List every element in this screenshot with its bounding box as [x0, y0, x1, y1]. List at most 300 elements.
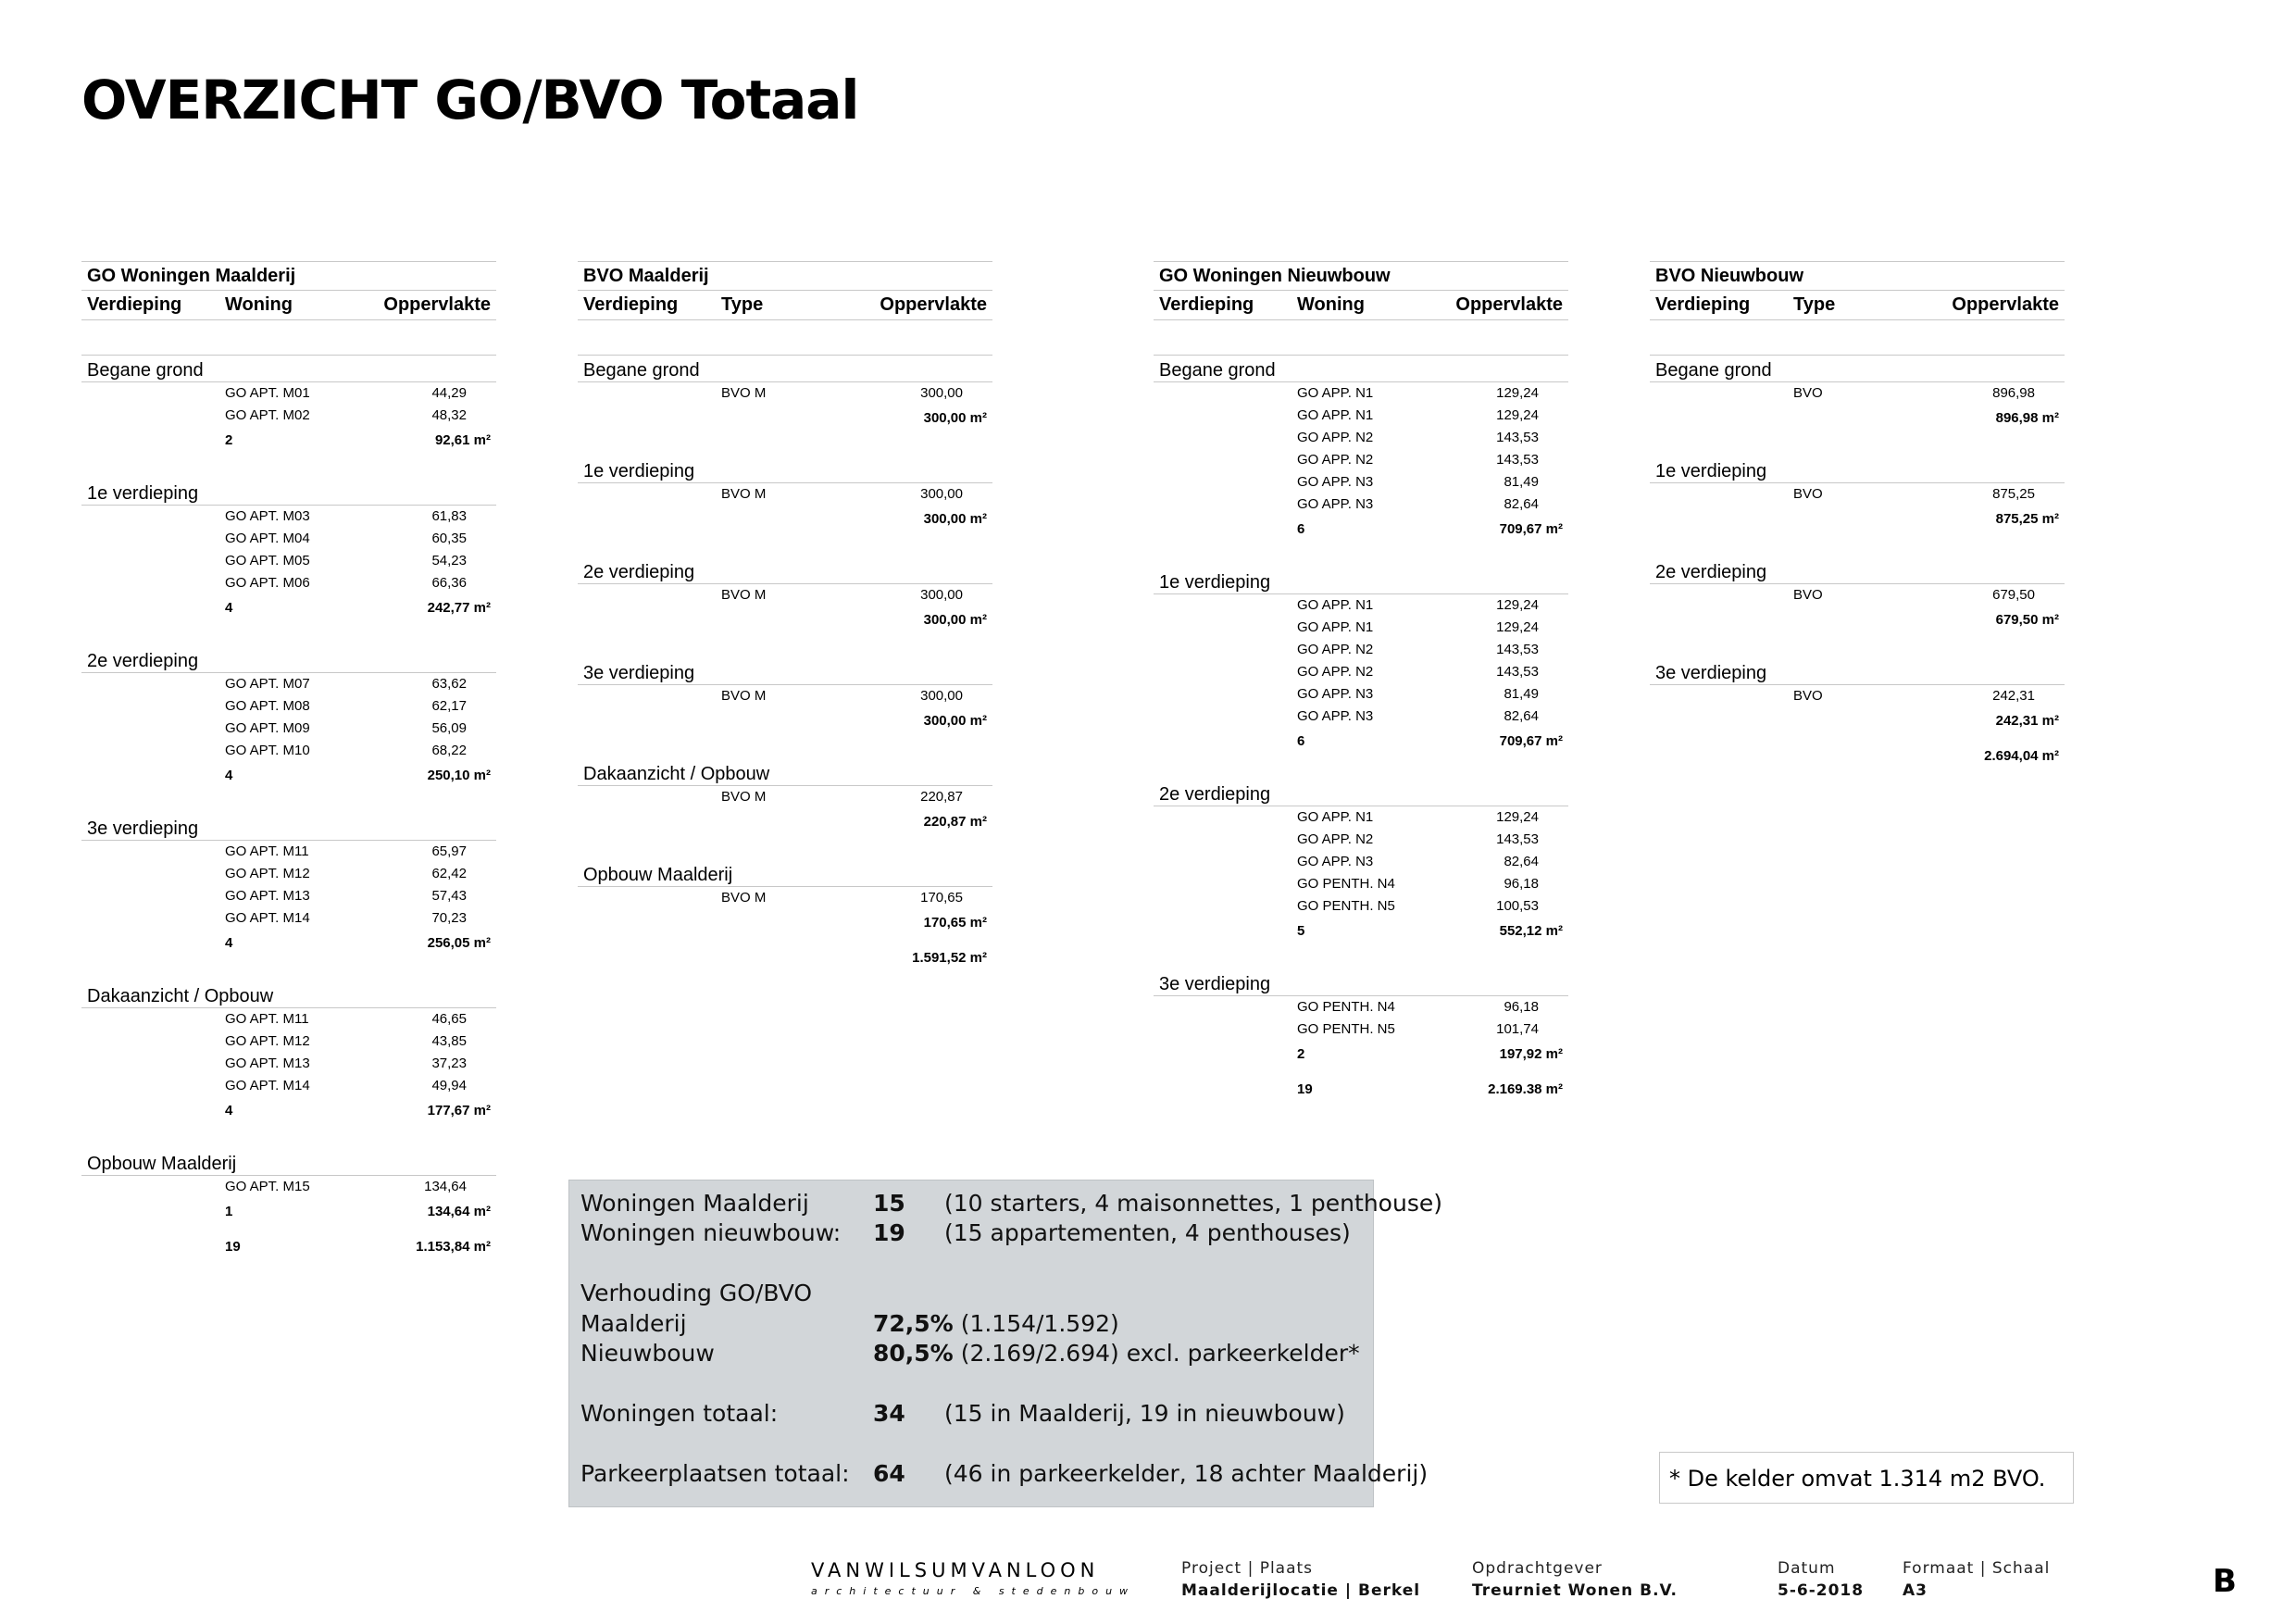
section-subtotal	[81, 930, 496, 957]
floor-section	[578, 356, 992, 432]
unit-name: BVO M	[721, 385, 767, 401]
unit-area: 220,87	[920, 789, 963, 805]
unit-name: GO APT. M05	[225, 553, 310, 568]
unit-name: GO APT. M12	[225, 866, 310, 881]
floor-title: 1e verdieping	[81, 479, 496, 506]
section-subtotal	[1650, 606, 2065, 634]
grand-total-area: 2.169.38 m²	[1488, 1081, 1563, 1097]
table-row	[81, 1176, 496, 1198]
summary-detail: (10 starters, 4 maisonnettes, 1 penthouse)	[944, 1190, 1442, 1217]
table-row	[1154, 617, 1568, 639]
column-header-oppervlakte: Oppervlakte	[1952, 294, 2059, 315]
floor-section	[81, 356, 496, 455]
subtotal-area: 242,77 m²	[427, 600, 491, 616]
subtotal-count: 4	[225, 768, 233, 783]
floor-title: 2e verdieping	[1650, 557, 2065, 584]
table-row	[1154, 405, 1568, 427]
floor-section	[1154, 568, 1568, 756]
unit-area: 300,00	[920, 688, 963, 704]
subtotal-area: 170,65 m²	[923, 915, 987, 931]
subtotal-area: 197,92 m²	[1499, 1046, 1563, 1062]
summary-detail: (15 in Maalderij, 19 in nieuwbouw)	[944, 1400, 1345, 1427]
section-subtotal	[578, 606, 992, 634]
summary-label: Nieuwbouw	[580, 1340, 715, 1367]
subtotal-area: 92,61 m²	[434, 432, 491, 448]
table-row	[1154, 382, 1568, 405]
table-row	[81, 718, 496, 740]
subtotal-count: 2	[1297, 1046, 1305, 1062]
summary-label: Woningen totaal:	[580, 1400, 779, 1427]
table-header: BVO Maalderij	[578, 261, 992, 291]
floor-section	[1154, 356, 1568, 543]
section-subtotal	[81, 762, 496, 790]
unit-area: 66,36	[431, 575, 467, 591]
floor-section	[1650, 356, 2065, 432]
column-header-type: Woning	[1297, 294, 1365, 315]
subtotal-area: 300,00 m²	[923, 511, 987, 527]
table-header: GO Woningen Nieuwbouw	[1154, 261, 1568, 291]
unit-area: 57,43	[431, 888, 467, 904]
table-row	[578, 685, 992, 707]
table-row	[578, 786, 992, 808]
section-subtotal	[578, 405, 992, 432]
unit-area: 48,32	[431, 407, 467, 423]
table-row	[1154, 873, 1568, 895]
unit-name: GO APT. M11	[225, 1011, 309, 1027]
unit-name: GO PENTH. N4	[1297, 999, 1395, 1015]
floor-section	[1650, 456, 2065, 533]
summary-percentage: 80,5%	[873, 1340, 954, 1367]
table-row	[1650, 382, 2065, 405]
table-row	[81, 572, 496, 594]
unit-name: GO PENTH. N5	[1297, 1021, 1395, 1037]
table-row	[81, 907, 496, 930]
unit-area: 300,00	[920, 486, 963, 502]
unit-name: GO APP. N3	[1297, 686, 1374, 702]
column-header-oppervlakte: Oppervlakte	[1455, 294, 1563, 315]
floor-section	[81, 479, 496, 622]
table-row	[578, 483, 992, 506]
summary-label: Woningen Maalderij	[580, 1190, 809, 1217]
unit-name: GO APP. N3	[1297, 474, 1374, 490]
subtotal-area: 709,67 m²	[1499, 733, 1563, 749]
floor-title: 2e verdieping	[81, 646, 496, 673]
column-header-oppervlakte: Oppervlakte	[383, 294, 491, 315]
table-row	[81, 740, 496, 762]
floor-title: 1e verdieping	[1650, 456, 2065, 483]
table-row	[1650, 483, 2065, 506]
table-row	[578, 382, 992, 405]
subtotal-area: 709,67 m²	[1499, 521, 1563, 537]
subtotal-area: 300,00 m²	[923, 410, 987, 426]
unit-name: BVO	[1793, 688, 1823, 704]
unit-area: 129,24	[1496, 597, 1539, 613]
unit-area: 96,18	[1504, 999, 1539, 1015]
summary-number: 64	[873, 1460, 905, 1487]
unit-name: BVO	[1793, 385, 1823, 401]
summary-number: 34	[873, 1400, 905, 1427]
section-subtotal	[1650, 506, 2065, 533]
unit-name: GO APT. M13	[225, 888, 310, 904]
unit-name: BVO	[1793, 486, 1823, 502]
unit-name: GO APP. N2	[1297, 430, 1374, 445]
project-value: Maalderijlocatie | Berkel	[1181, 1581, 1421, 1600]
floor-section	[1650, 557, 2065, 634]
subtotal-area: 177,67 m²	[427, 1103, 491, 1118]
unit-name: GO APP. N2	[1297, 664, 1374, 680]
unit-area: 82,64	[1504, 496, 1539, 512]
sheet-letter: B	[2213, 1563, 2237, 1600]
floor-title: 3e verdieping	[1650, 658, 2065, 685]
floor-section	[81, 814, 496, 957]
unit-area: 81,49	[1504, 686, 1539, 702]
column-header-verdieping: Verdieping	[583, 294, 679, 315]
floor-section	[578, 759, 992, 836]
unit-area: 62,17	[431, 698, 467, 714]
summary-label: Maalderij	[580, 1310, 687, 1337]
unit-area: 143,53	[1496, 430, 1539, 445]
subtotal-area: 896,98 m²	[1995, 410, 2059, 426]
table-row	[81, 673, 496, 695]
column-header-type: Type	[1793, 294, 1836, 315]
section-subtotal	[81, 1198, 496, 1226]
unit-name: GO APP. N1	[1297, 407, 1374, 423]
subtotal-area: 242,31 m²	[1995, 713, 2059, 729]
floor-title: Begane grond	[1650, 356, 2065, 382]
unit-name: GO APP. N2	[1297, 452, 1374, 468]
subtotal-area: 679,50 m²	[1995, 612, 2059, 628]
header-gap	[1154, 320, 1568, 356]
unit-area: 37,23	[431, 1056, 467, 1071]
floor-title: 2e verdieping	[1154, 780, 1568, 806]
floor-title: Dakaanzicht / Opbouw	[81, 981, 496, 1008]
floor-section	[81, 1149, 496, 1226]
floor-title: 3e verdieping	[1154, 969, 1568, 996]
subtotal-count: 2	[225, 432, 233, 448]
unit-area: 679,50	[1992, 587, 2035, 603]
grand-total	[1650, 743, 2065, 770]
table-row	[1154, 706, 1568, 728]
floor-title: Dakaanzicht / Opbouw	[578, 759, 992, 786]
unit-name: GO APP. N1	[1297, 597, 1374, 613]
unit-area: 49,94	[431, 1078, 467, 1093]
summary-detail: (46 in parkeerkelder, 18 achter Maalderij)	[944, 1460, 1429, 1487]
unit-name: BVO M	[721, 890, 767, 906]
table-row	[1154, 449, 1568, 471]
table-row	[1154, 683, 1568, 706]
client-label: Opdrachtgever	[1472, 1559, 1603, 1578]
unit-name: GO APT. M13	[225, 1056, 310, 1071]
table-row	[81, 1031, 496, 1053]
unit-area: 101,74	[1496, 1021, 1539, 1037]
unit-name: BVO M	[721, 587, 767, 603]
footnote: * De kelder omvat 1.314 m2 BVO.	[1659, 1452, 2074, 1504]
table-row	[1154, 493, 1568, 516]
grand-total-count: 19	[1297, 1081, 1313, 1097]
unit-name: GO APT. M09	[225, 720, 310, 736]
unit-area: 61,83	[431, 508, 467, 524]
summary-percentage: 72,5%	[873, 1310, 954, 1337]
section-subtotal	[1650, 405, 2065, 432]
summary-number: 15	[873, 1190, 905, 1217]
unit-area: 43,85	[431, 1033, 467, 1049]
section-subtotal	[578, 506, 992, 533]
unit-name: GO PENTH. N4	[1297, 876, 1395, 892]
table-row	[81, 841, 496, 863]
table-row	[1154, 1018, 1568, 1041]
summary-detail: (15 appartementen, 4 penthouses)	[944, 1219, 1351, 1246]
table-row	[1154, 996, 1568, 1018]
unit-name: BVO	[1793, 587, 1823, 603]
column-headers	[81, 291, 496, 320]
logo-tagline: architectuur & stedenbouw	[811, 1585, 1136, 1597]
table-row	[1154, 594, 1568, 617]
table-row	[1154, 895, 1568, 918]
section-subtotal	[81, 427, 496, 455]
floor-section	[81, 646, 496, 790]
unit-area: 129,24	[1496, 385, 1539, 401]
floor-section	[1650, 658, 2065, 735]
unit-area: 54,23	[431, 553, 467, 568]
table-row	[1650, 685, 2065, 707]
subtotal-area: 552,12 m²	[1499, 923, 1563, 939]
floor-title: Opbouw Maalderij	[578, 860, 992, 887]
unit-area: 170,65	[920, 890, 963, 906]
subtotal-count: 4	[225, 1103, 233, 1118]
summary-detail: (1.154/1.592)	[960, 1310, 1119, 1337]
project-label: Project | Plaats	[1181, 1559, 1314, 1578]
header-gap	[81, 320, 496, 356]
section-subtotal	[578, 707, 992, 735]
unit-area: 143,53	[1496, 831, 1539, 847]
floor-title: Begane grond	[1154, 356, 1568, 382]
unit-area: 70,23	[431, 910, 467, 926]
date-value: 5-6-2018	[1778, 1581, 1865, 1600]
table-row	[1154, 851, 1568, 873]
subtotal-count: 4	[225, 600, 233, 616]
subtotal-area: 875,25 m²	[1995, 511, 2059, 527]
unit-area: 242,31	[1992, 688, 2035, 704]
subtotal-count: 4	[225, 935, 233, 951]
table-header: GO Woningen Maalderij	[81, 261, 496, 291]
section-subtotal	[1650, 707, 2065, 735]
table-row	[81, 528, 496, 550]
header-gap	[578, 320, 992, 356]
table-go-woningen-nieuwbouw	[1154, 261, 1568, 1104]
column-headers	[1154, 291, 1568, 320]
unit-area: 300,00	[920, 385, 963, 401]
summary-label: Parkeerplaatsen totaal:	[580, 1460, 850, 1487]
floor-title: 2e verdieping	[578, 557, 992, 584]
unit-area: 81,49	[1504, 474, 1539, 490]
table-row	[1154, 639, 1568, 661]
table-row	[1154, 471, 1568, 493]
column-header-verdieping: Verdieping	[87, 294, 182, 315]
summary-detail: (2.169/2.694) excl. parkeerkelder*	[960, 1340, 1360, 1367]
unit-name: GO APT. M01	[225, 385, 310, 401]
unit-area: 96,18	[1504, 876, 1539, 892]
unit-area: 129,24	[1496, 407, 1539, 423]
date-label: Datum	[1778, 1559, 1836, 1578]
table-row	[81, 695, 496, 718]
unit-name: GO APP. N1	[1297, 385, 1374, 401]
table-row	[1154, 427, 1568, 449]
section-subtotal	[1154, 918, 1568, 945]
unit-name: BVO M	[721, 688, 767, 704]
page-title: OVERZICHT GO/BVO Totaal	[81, 69, 859, 131]
unit-area: 65,97	[431, 843, 467, 859]
unit-name: GO APT. M03	[225, 508, 310, 524]
section-subtotal	[578, 909, 992, 937]
table-row	[81, 405, 496, 427]
column-header-verdieping: Verdieping	[1655, 294, 1751, 315]
summary-label: Woningen nieuwbouw:	[580, 1219, 842, 1246]
unit-name: GO APT. M10	[225, 743, 310, 758]
unit-area: 68,22	[431, 743, 467, 758]
unit-name: GO APT. M07	[225, 676, 310, 692]
section-subtotal	[1154, 516, 1568, 543]
column-header-type: Woning	[225, 294, 293, 315]
table-row	[1154, 661, 1568, 683]
grand-total-area: 1.591,52 m²	[912, 950, 987, 966]
floor-title: 1e verdieping	[578, 456, 992, 483]
column-headers	[578, 291, 992, 320]
section-subtotal	[1154, 1041, 1568, 1068]
unit-name: GO APT. M02	[225, 407, 310, 423]
unit-area: 62,42	[431, 866, 467, 881]
subtotal-area: 300,00 m²	[923, 713, 987, 729]
unit-area: 875,25	[1992, 486, 2035, 502]
format-value: A3	[1903, 1581, 1928, 1600]
grand-total	[81, 1233, 496, 1261]
grand-total	[1154, 1076, 1568, 1104]
unit-name: GO APP. N1	[1297, 619, 1374, 635]
grand-total-area: 1.153,84 m²	[416, 1239, 491, 1255]
unit-area: 44,29	[431, 385, 467, 401]
unit-area: 46,65	[431, 1011, 467, 1027]
title-block	[0, 1559, 2296, 1615]
subtotal-area: 220,87 m²	[923, 814, 987, 830]
table-row	[81, 1075, 496, 1097]
floor-title: 1e verdieping	[1154, 568, 1568, 594]
grand-total-count: 19	[225, 1239, 241, 1255]
unit-name: GO APT. M04	[225, 531, 310, 546]
unit-area: 143,53	[1496, 664, 1539, 680]
unit-name: GO APT. M12	[225, 1033, 310, 1049]
column-header-oppervlakte: Oppervlakte	[880, 294, 987, 315]
unit-name: GO APP. N1	[1297, 809, 1374, 825]
floor-section	[578, 557, 992, 634]
section-subtotal	[81, 594, 496, 622]
table-row	[81, 382, 496, 405]
table-row	[81, 550, 496, 572]
unit-name: GO APP. N3	[1297, 708, 1374, 724]
unit-area: 143,53	[1496, 642, 1539, 657]
column-header-verdieping: Verdieping	[1159, 294, 1254, 315]
unit-name: GO APT. M08	[225, 698, 310, 714]
summary-label: Verhouding GO/BVO	[580, 1280, 813, 1306]
subtotal-area: 256,05 m²	[427, 935, 491, 951]
unit-name: GO APP. N2	[1297, 831, 1374, 847]
table-bvo-nieuwbouw	[1650, 261, 2065, 770]
floor-section	[578, 456, 992, 533]
section-subtotal	[578, 808, 992, 836]
table-row	[1650, 584, 2065, 606]
floor-title: 3e verdieping	[81, 814, 496, 841]
unit-area: 60,35	[431, 531, 467, 546]
column-header-type: Type	[721, 294, 764, 315]
unit-area: 100,53	[1496, 898, 1539, 914]
unit-area: 134,64	[424, 1179, 467, 1194]
unit-name: GO APT. M14	[225, 910, 310, 926]
section-subtotal	[81, 1097, 496, 1125]
client-value: Treurniet Wonen B.V.	[1472, 1581, 1678, 1600]
column-headers	[1650, 291, 2065, 320]
floor-section	[1154, 969, 1568, 1068]
section-subtotal	[1154, 728, 1568, 756]
unit-name: BVO M	[721, 486, 767, 502]
table-row	[578, 887, 992, 909]
unit-name: GO APT. M14	[225, 1078, 310, 1093]
table-row	[81, 1053, 496, 1075]
table-bvo-maalderij	[578, 261, 992, 972]
unit-area: 82,64	[1504, 854, 1539, 869]
unit-area: 129,24	[1496, 619, 1539, 635]
unit-area: 63,62	[431, 676, 467, 692]
unit-name: BVO M	[721, 789, 767, 805]
floor-section	[578, 658, 992, 735]
table-row	[1154, 806, 1568, 829]
subtotal-area: 134,64 m²	[427, 1204, 491, 1219]
unit-name: GO APP. N3	[1297, 496, 1374, 512]
table-header: BVO Nieuwbouw	[1650, 261, 2065, 291]
table-row	[81, 885, 496, 907]
table-row	[578, 584, 992, 606]
unit-name: GO APP. N3	[1297, 854, 1374, 869]
grand-total-area: 2.694,04 m²	[1984, 748, 2059, 764]
format-label: Formaat | Schaal	[1903, 1559, 2051, 1578]
unit-area: 896,98	[1992, 385, 2035, 401]
summary-number: 19	[873, 1219, 905, 1246]
unit-area: 56,09	[431, 720, 467, 736]
unit-area: 129,24	[1496, 809, 1539, 825]
floor-title: Opbouw Maalderij	[81, 1149, 496, 1176]
subtotal-area: 250,10 m²	[427, 768, 491, 783]
subtotal-count: 1	[225, 1204, 233, 1219]
table-row	[1154, 829, 1568, 851]
unit-area: 300,00	[920, 587, 963, 603]
summary-box	[568, 1180, 1442, 1507]
floor-title: Begane grond	[81, 356, 496, 382]
table-row	[81, 863, 496, 885]
header-gap	[1650, 320, 2065, 356]
floor-section	[1154, 780, 1568, 945]
subtotal-area: 300,00 m²	[923, 612, 987, 628]
unit-name: GO PENTH. N5	[1297, 898, 1395, 914]
floor-title: 3e verdieping	[578, 658, 992, 685]
logo-wordmark: VANWILSUMVANLOON	[811, 1559, 1100, 1581]
unit-area: 143,53	[1496, 452, 1539, 468]
unit-name: GO APT. M06	[225, 575, 310, 591]
table-row	[81, 1008, 496, 1031]
floor-section	[81, 981, 496, 1125]
subtotal-count: 6	[1297, 733, 1305, 749]
subtotal-count: 6	[1297, 521, 1305, 537]
unit-name: GO APT. M15	[225, 1179, 310, 1194]
floor-section	[578, 860, 992, 937]
unit-area: 82,64	[1504, 708, 1539, 724]
table-go-woningen-maalderij	[81, 261, 496, 1261]
